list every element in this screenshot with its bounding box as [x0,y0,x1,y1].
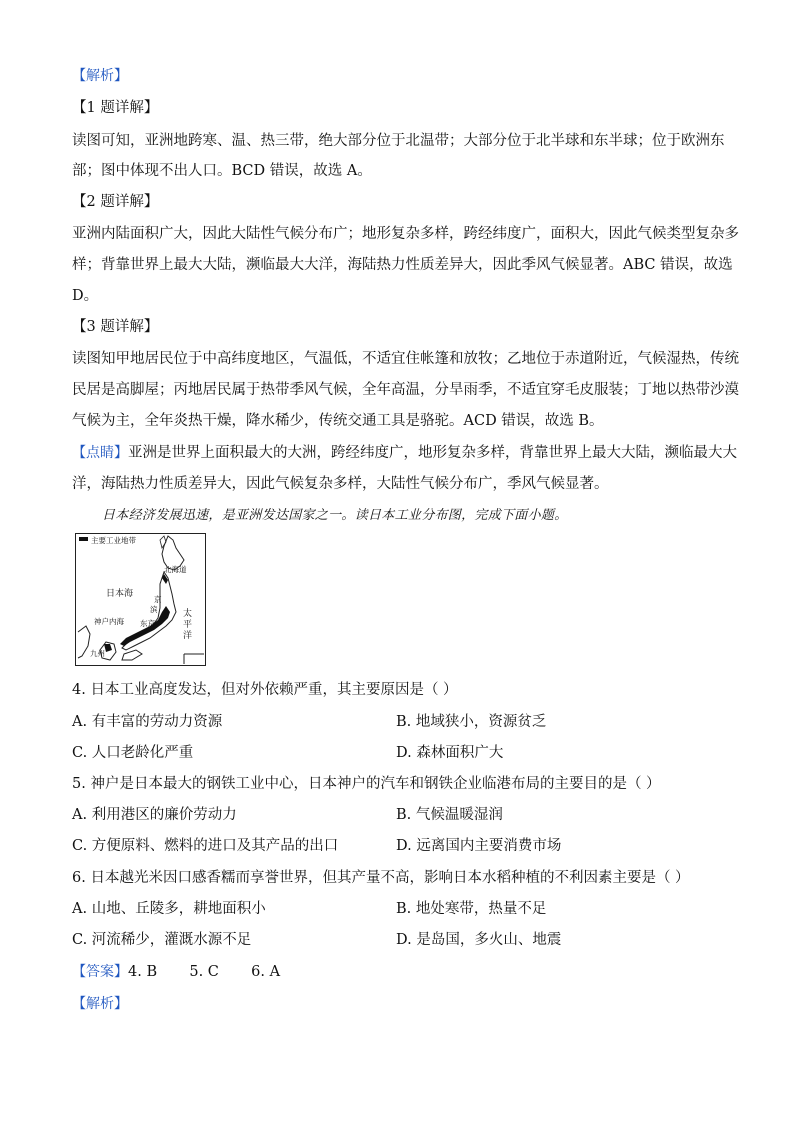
q2-heading: 【2 题详解】 [72,194,159,210]
tip-line [72,443,737,463]
tip-label: 【点睛】 [72,445,128,461]
q3-heading: 【3 题详解】 [72,319,159,335]
answer-line [72,962,280,982]
map-label-kanto: 京 [154,595,162,604]
option-b[interactable]: B. 地域狭小，资源贫乏 [396,714,547,730]
option-d[interactable]: D. 是岛国，多火山、地震 [396,932,562,948]
kobe-label: 神户内海 [94,617,124,626]
option-a[interactable]: A. 山地、丘陵多，耕地面积小 [72,901,266,917]
japan-map-graphic [76,534,204,664]
question-stem: 5. 神户是日本最大的钢铁工业中心，日本神户的汽车和钢铁企业临港布局的主要目的是（ ） [72,776,661,792]
option-a[interactable]: A. 利用港区的廉价劳动力 [72,807,237,823]
q2-text-line: D。 [72,288,99,304]
option-c[interactable]: C. 方便原料、燃料的进口及其产品的出口 [72,838,339,854]
option-d[interactable]: D. 远离国内主要消费市场 [396,838,562,854]
q3-text-line: 读图知甲地居民位于中高纬度地区，气温低，不适宜住帐篷和放牧；乙地位于赤道附近，气候湿热，传统 [72,351,739,367]
option-d[interactable]: D. 森林面积广大 [396,745,504,761]
sea-of-japan-label: 日本海 [106,589,134,599]
q3-text-line: 气候为主，全年炎热干燥，降水稀少，传统交通工具是骆驼。ACD 错误，故选 B。 [72,413,604,429]
pacific-label-2: 平 [183,620,193,630]
japan-industry-map [75,533,206,666]
option-b[interactable]: B. 气候温暖湿润 [396,807,503,823]
question-stem: 6. 日本越光米因口感香糯而享誉世界，但其产量不高，影响日本水稻种植的不利因素主要是（ ） [72,870,690,886]
question-stem: 4. 日本工业高度发达，但对外依赖严重，其主要原因是（ ） [72,682,458,698]
tip-text: 亚洲是世界上面积最大的大洲，跨经纬度广，地形复杂多样，背靠世界上最大大陆，濒临最大大 [128,445,737,461]
map-label-kanto2: 滨 [150,605,158,614]
question-intro: 日本经济发展迅速，是亚洲发达国家之一。读日本工业分布图，完成下面小题。 [102,508,568,523]
q2-text-line: 亚洲内陆面积广大，因此大陆性气候分布广；地形复杂多样，跨经纬度广，面积大，因此气候类型复杂多 [72,226,739,242]
option-b[interactable]: B. 地处寒带，热量不足 [396,901,547,917]
q1-text-line: 部；图中体现不出人口。BCD 错误，故选 A。 [72,163,372,179]
q3-text-line: 民居是高脚屋；丙地居民属于热带季风气候，全年高温，分旱雨季，不适宜穿毛皮服装；丁地以热带沙漠 [72,382,739,398]
option-a[interactable]: A. 有丰富的劳动力资源 [72,714,223,730]
answer-label: 【答案】 [72,964,128,980]
hokkaido-label: 北海道 [164,565,187,574]
answer-text: 4. B 5. C 6. A [128,964,281,980]
option-c[interactable]: C. 人口老龄化严重 [72,745,194,761]
analysis-heading: 【解析】 [72,996,128,1012]
analysis-heading: 【解析】 [72,68,128,84]
tip-text-line: 洋，海陆热力性质差异大，因此气候复杂多样，大陆性气候分布广，季风气候显著。 [72,476,609,492]
pacific-label-3: 洋 [183,631,193,641]
q1-heading: 【1 题详解】 [72,100,159,116]
q2-text-line: 样；背靠世界上最大大陆，濒临最大大洋，海陆热力性质差异大，因此季风气候显著。ABC 错误，故选 [72,257,733,273]
option-c[interactable]: C. 河流稀少，灌溉水源不足 [72,932,252,948]
q1-text-line: 读图可知，亚洲地跨寒、温、热三带，绝大部分位于北温带；大部分位于北半球和东半球；位于欧洲东 [72,133,725,149]
map-legend-label: 主要工业地带 [91,536,136,545]
tokyo-label: 东京 [140,619,155,628]
kyushu-label: 九州 [90,649,105,658]
legend-swatch [79,537,88,541]
pacific-label-1: 太 [183,609,193,619]
